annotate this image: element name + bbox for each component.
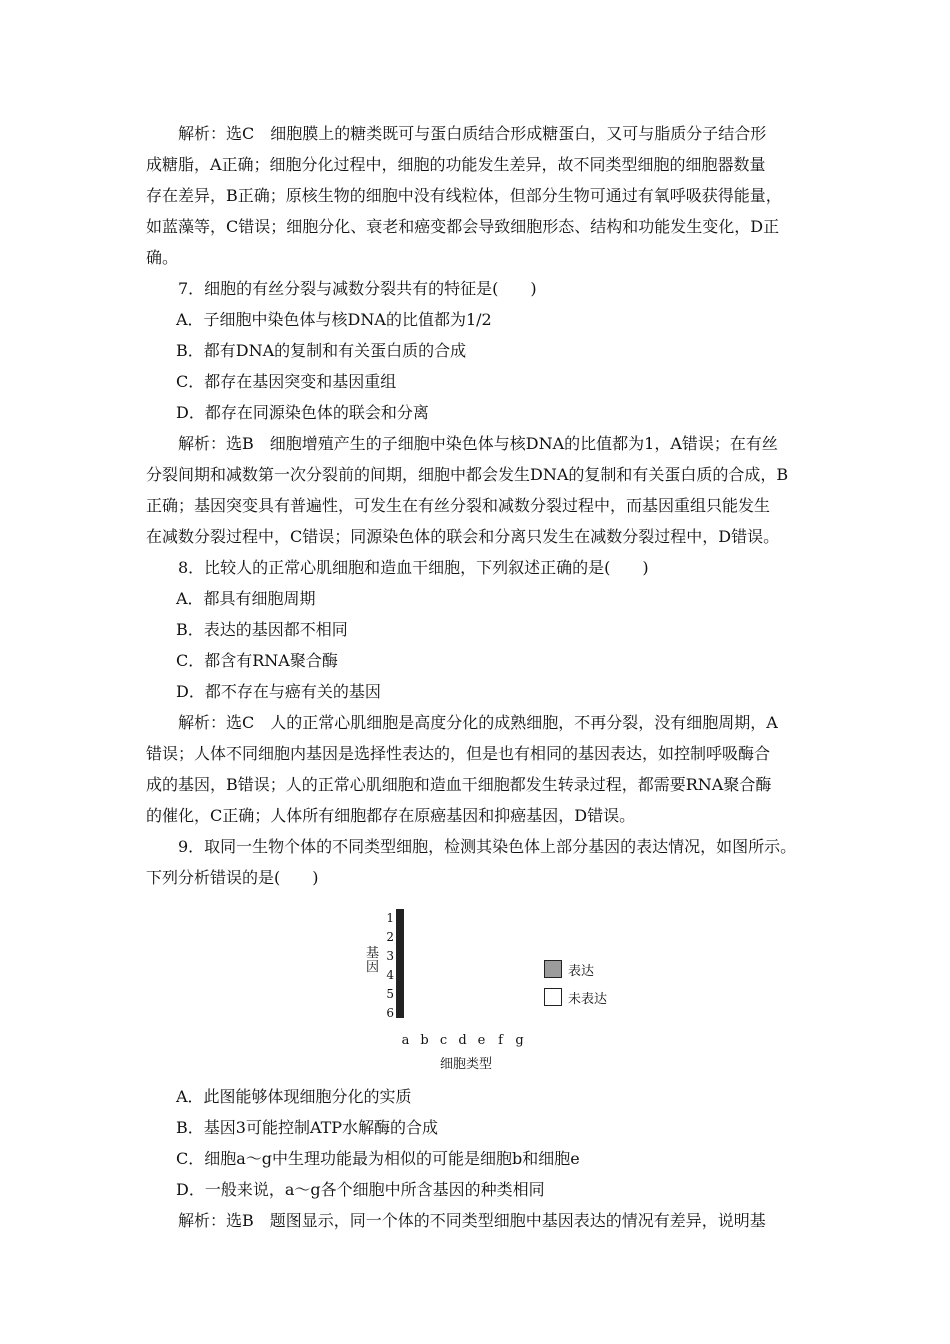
x-axis-ticks — [396, 1033, 529, 1048]
option-a: A．子细胞中染色体与核DNA的比值都为1/2 — [176, 310, 492, 329]
y-tick-label: 4 — [386, 968, 394, 982]
analysis-line: 错误；人体不同细胞内基因是选择性表达的，但是也有相同的基因表达，如控制呼吸酶合 — [146, 744, 771, 763]
x-tick-label: e — [477, 1033, 486, 1048]
question-7 — [146, 273, 818, 552]
analysis-q6 — [146, 118, 818, 273]
grid-row — [397, 1000, 404, 1018]
analysis-line: 成糖脂，A正确；细胞分化过程中，细胞的功能发生差异，故不同类型细胞的细胞器数量 — [146, 155, 766, 174]
option-b: B．都有DNA的复制和有关蛋白质的合成 — [176, 341, 467, 360]
analysis-line: 确。 — [146, 248, 179, 267]
analysis-line: 解析：选C 细胞膜上的糖类既可与蛋白质结合形成糖蛋白，又可与脂质分子结合形 — [178, 124, 767, 143]
cell-gene6-g — [403, 1000, 404, 1018]
option-a: A．都具有细胞周期 — [176, 589, 316, 608]
cell-gene4-g — [403, 964, 404, 982]
legend-item-expressed — [544, 955, 607, 983]
option-b: B．表达的基因都不相同 — [176, 620, 348, 639]
question-stem: 7．细胞的有丝分裂与减数分裂共有的特征是( ) — [178, 279, 537, 298]
cell-gene3-g — [403, 946, 404, 964]
legend-item-not-expressed — [544, 983, 607, 1011]
option-b: B．基因3可能控制ATP水解酶的合成 — [176, 1118, 439, 1137]
grid-row — [397, 982, 404, 1000]
cell-gene2-g — [403, 928, 404, 946]
cell-gene1-g — [403, 910, 404, 928]
grid-row — [397, 964, 404, 982]
grid-row — [397, 928, 404, 946]
legend-swatch — [544, 988, 562, 1006]
y-tick-label: 2 — [386, 930, 394, 944]
gene-expression-figure — [146, 901, 818, 1072]
analysis-line: 解析：选B 细胞增殖产生的子细胞中染色体与核DNA的比值都为1，A错误；在有丝 — [178, 434, 778, 453]
x-tick-label: f — [498, 1033, 503, 1048]
analysis-line: 解析：选C 人的正常心肌细胞是高度分化的成熟细胞，不再分裂，没有细胞周期，A — [178, 713, 778, 732]
option-c: C．都存在基因突变和基因重组 — [176, 372, 397, 391]
legend-label: 未表达 — [568, 991, 608, 1007]
option-a: A．此图能够体现细胞分化的实质 — [176, 1087, 412, 1106]
legend-label: 表达 — [568, 963, 595, 979]
x-tick-label: b — [420, 1033, 429, 1048]
grid-row — [397, 910, 404, 928]
y-tick-label: 3 — [386, 949, 394, 963]
legend — [544, 955, 607, 1011]
question-stem: 8．比较人的正常心肌细胞和造血干细胞，下列叙述正确的是( ) — [178, 558, 649, 577]
analysis-line: 成的基因，B错误；人的正常心肌细胞和造血干细胞都发生转录过程，都需要RNA聚合酶 — [146, 775, 772, 794]
x-tick-label: d — [458, 1033, 467, 1048]
y-tick-label: 5 — [386, 987, 394, 1001]
question-8 — [146, 552, 818, 831]
expression-grid — [396, 909, 404, 1018]
y-tick-label: 1 — [386, 911, 394, 925]
question-stem: 下列分析错误的是( ) — [146, 868, 319, 887]
analysis-line: 的催化，C正确；人体所有细胞都存在原癌基因和抑癌基因，D错误。 — [146, 806, 636, 825]
document-page — [146, 118, 818, 1236]
legend-swatch — [544, 960, 562, 978]
analysis-line: 分裂间期和减数第一次分裂前的间期，细胞中都会发生DNA的复制和有关蛋白质的合成，B — [146, 465, 789, 484]
question-9 — [146, 831, 818, 1236]
analysis-line: 正确；基因突变具有普遍性，可发生在有丝分裂和减数分裂过程中，而基因重组只能发生 — [146, 496, 771, 515]
gene-axis — [366, 909, 394, 1029]
x-tick-label: g — [515, 1033, 524, 1048]
option-d: D．一般来说，a～g各个细胞中所含基因的种类相同 — [176, 1180, 545, 1199]
option-d: D．都不存在与癌有关的基因 — [176, 682, 381, 701]
analysis-line: 在减数分裂过程中，C错误；同源染色体的联会和分离只发生在减数分裂过程中，D错误。 — [146, 527, 780, 546]
option-c: C．都含有RNA聚合酶 — [176, 651, 338, 670]
analysis-line: 如蓝藻等，C错误；细胞分化、衰老和癌变都会导致细胞形态、结构和功能发生变化，D正 — [146, 217, 780, 236]
grid-row — [397, 946, 404, 964]
x-axis-title: 细胞类型 — [439, 1057, 492, 1072]
analysis-line: 存在差异，B正确；原核生物的细胞中没有线粒体，但部分生物可通过有氧呼吸获得能量， — [146, 186, 782, 205]
y-axis-title: 基因 — [366, 946, 380, 975]
question-stem: 9．取同一生物个体的不同类型细胞，检测其染色体上部分基因的表达情况，如图所示。 — [178, 837, 797, 856]
analysis-line: 解析：选B 题图显示，同一个体的不同类型细胞中基因表达的情况有差异，说明基 — [178, 1211, 766, 1230]
cell-gene5-g — [403, 982, 404, 1000]
option-c: C．细胞a～g中生理功能最为相似的可能是细胞b和细胞e — [176, 1149, 580, 1168]
option-d: D．都存在同源染色体的联会和分离 — [176, 403, 429, 422]
x-tick-label: a — [401, 1033, 410, 1048]
x-tick-label: c — [439, 1033, 448, 1048]
y-tick-label: 6 — [386, 1006, 394, 1020]
